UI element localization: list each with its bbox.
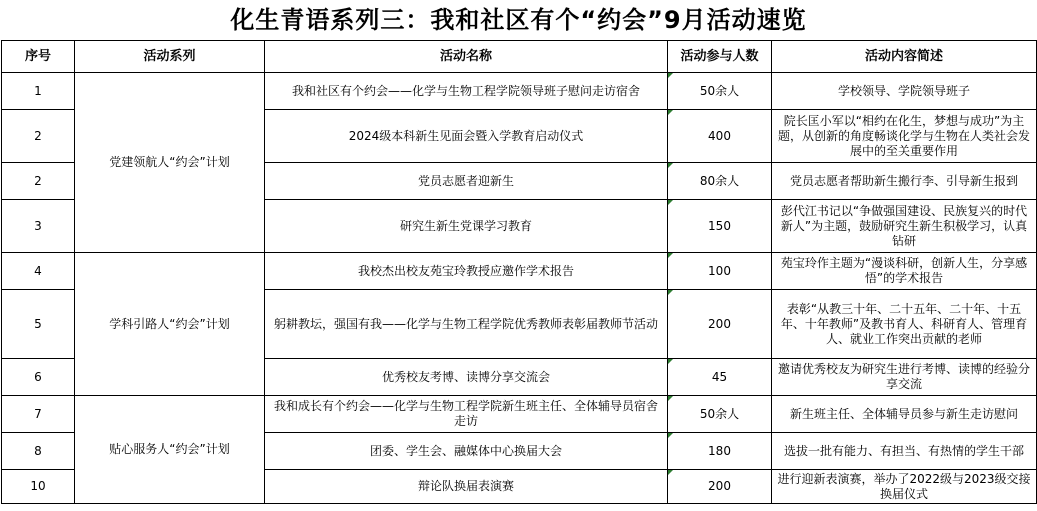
activity-name: 党员志愿者迎新生	[265, 163, 668, 200]
participant-count: 150	[668, 200, 772, 253]
activity-description: 学校领导、学院领导班子	[772, 73, 1037, 110]
series-cell: 贴心服务人“约会”计划	[75, 396, 265, 504]
row-no: 6	[2, 359, 75, 396]
page-title: 化生青语系列三：我和社区有个“约会”9月活动速览	[230, 6, 807, 34]
participant-count: 400	[668, 110, 772, 163]
activity-name: 优秀校友考博、读博分享交流会	[265, 359, 668, 396]
activity-name: 躬耕教坛，强国有我——化学与生物工程学院优秀教师表彰届教师节活动	[265, 290, 668, 359]
row-no: 2	[2, 163, 75, 200]
activity-description: 党员志愿者帮助新生搬行李、引导新生报到	[772, 163, 1037, 200]
activity-description: 进行迎新表演赛，举办了2022级与2023级交接换届仪式	[772, 470, 1037, 504]
activity-table	[1, 40, 1037, 504]
participant-count: 100	[668, 253, 772, 290]
participant-count: 200	[668, 470, 772, 504]
activity-description: 表彰“从教三十年、二十五年、二十年、十五年、十年教师”及教书育人、科研育人、管理育人、就业工作突出贡献的老师	[772, 290, 1037, 359]
activity-name: 辩论队换届表演赛	[265, 470, 668, 504]
row-no: 5	[2, 290, 75, 359]
activity-name: 团委、学生会、融媒体中心换届大会	[265, 433, 668, 470]
activity-name: 我校杰出校友苑宝玲教授应邀作学术报告	[265, 253, 668, 290]
row-no: 2	[2, 110, 75, 163]
activity-name: 研究生新生党课学习教育	[265, 200, 668, 253]
activity-name: 我和成长有个约会——化学与生物工程学院新生班主任、全体辅导员宿舍走访	[265, 396, 668, 433]
header-name: 活动名称	[265, 41, 668, 73]
participant-count: 50余人	[668, 396, 772, 433]
activity-description: 邀请优秀校友为研究生进行考博、读博的经验分享交流	[772, 359, 1037, 396]
table-row	[2, 73, 1037, 110]
row-no: 10	[2, 470, 75, 504]
row-no: 7	[2, 396, 75, 433]
header-row	[2, 41, 1037, 73]
header-count: 活动参与人数	[668, 41, 772, 73]
header-desc: 活动内容简述	[772, 41, 1037, 73]
row-no: 8	[2, 433, 75, 470]
activity-description: 彭代江书记以“争做强国建设、民族复兴的时代新人”为主题，鼓励研究生新生积极学习，认真钻研	[772, 200, 1037, 253]
row-no: 1	[2, 73, 75, 110]
activity-name: 我和社区有个约会——化学与生物工程学院领导班子慰问走访宿舍	[265, 73, 668, 110]
header-series: 活动系列	[75, 41, 265, 73]
row-no: 3	[2, 200, 75, 253]
participant-count: 45	[668, 359, 772, 396]
activity-description: 苑宝玲作主题为“漫谈科研，创新人生，分享感悟”的学术报告	[772, 253, 1037, 290]
participant-count: 50余人	[668, 73, 772, 110]
activity-description: 选拔一批有能力、有担当、有热情的学生干部	[772, 433, 1037, 470]
activity-name: 2024级本科新生见面会暨入学教育启动仪式	[265, 110, 668, 163]
header-no: 序号	[2, 41, 75, 73]
table-row	[2, 253, 1037, 290]
table-row	[2, 396, 1037, 433]
series-cell: 党建领航人“约会”计划	[75, 73, 265, 253]
row-no: 4	[2, 253, 75, 290]
participant-count: 80余人	[668, 163, 772, 200]
activity-description: 院长匡小军以“相约在化生，梦想与成功”为主题，从创新的角度畅谈化学与生物在人类社会发展中的至关重要作用	[772, 110, 1037, 163]
participant-count: 200	[668, 290, 772, 359]
series-cell: 学科引路人“约会”计划	[75, 253, 265, 396]
participant-count: 180	[668, 433, 772, 470]
activity-description: 新生班主任、全体辅导员参与新生走访慰问	[772, 396, 1037, 433]
